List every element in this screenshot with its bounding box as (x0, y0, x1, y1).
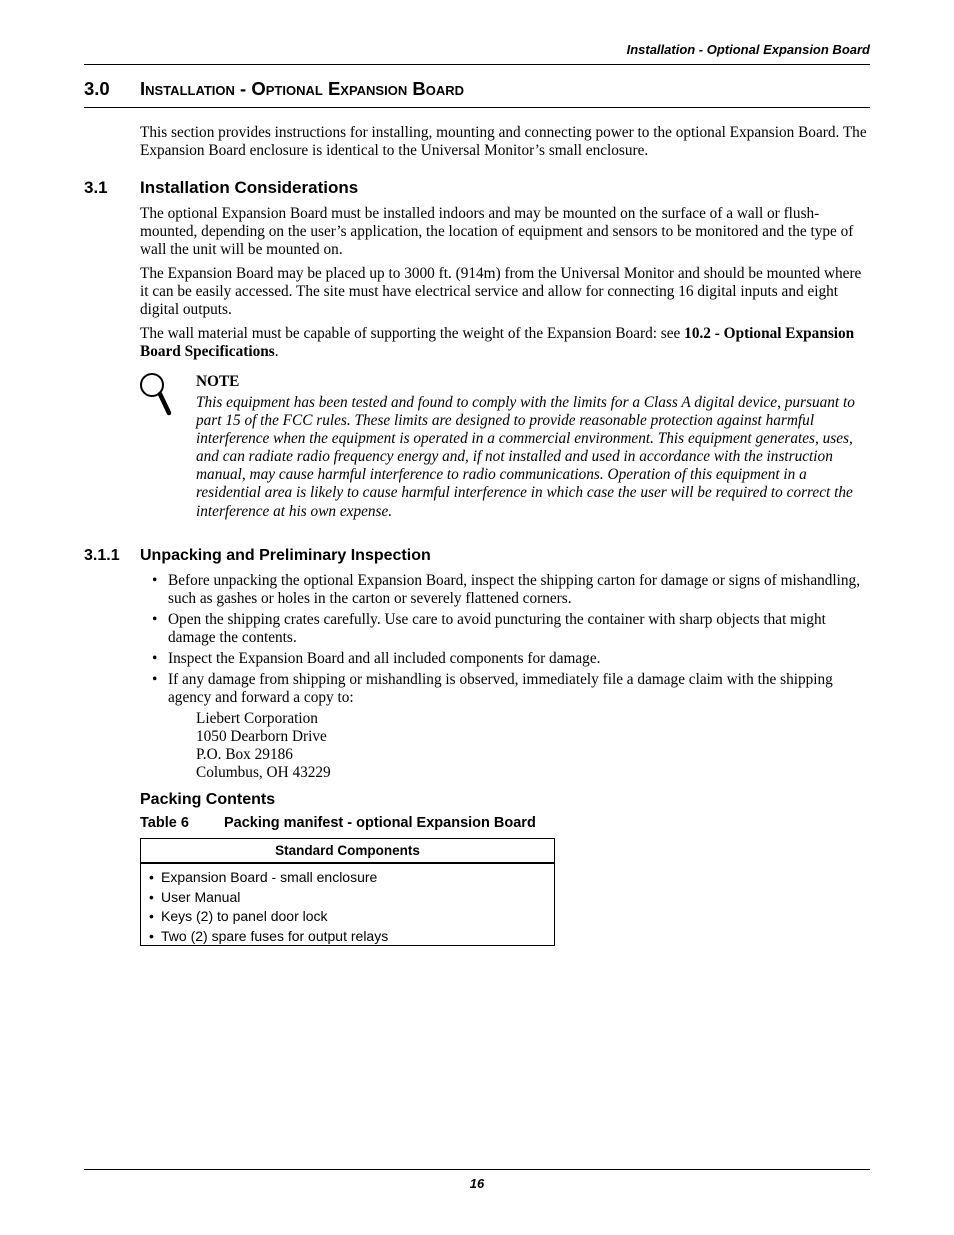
running-header: Installation - Optional Expansion Board (626, 42, 870, 57)
address-line: 1050 Dearborn Drive (196, 728, 327, 746)
list-item-text: If any damage from shipping or mishandling is observed, immediately file a damage claim with the shipping agency and forward a copy to: (168, 670, 833, 706)
table-row (149, 907, 554, 927)
header-rule (84, 64, 870, 65)
table-caption (140, 815, 536, 831)
address-line: Liebert Corporation (196, 710, 318, 727)
address-block (196, 710, 331, 782)
list-item-text: Inspect the Expansion Board and all included components for damage. (168, 650, 601, 667)
bullet: • (152, 670, 158, 688)
footer-rule (84, 1169, 870, 1170)
component-text: User Manual (161, 888, 241, 905)
subsection-number: 3.1 (84, 178, 108, 197)
list-item (150, 572, 870, 608)
table-label: Table 6 (140, 815, 189, 831)
bullet: • (149, 927, 154, 944)
component-text: Two (2) spare fuses for output relays (161, 927, 389, 944)
list-item (150, 671, 870, 707)
considerations-paragraph-2: The Expansion Board may be placed up to 3000 ft. (914m) from the Universal Monitor and should be mounted where it can be easily accessed. The site must have electrical service and allow for connecting 16 digital inputs and eight digital outputs. (140, 265, 862, 319)
subsection-title: Installation Considerations (140, 178, 359, 197)
note-title: NOTE (196, 373, 240, 390)
table-row (149, 868, 554, 888)
spec-reference-link[interactable]: 10.2 - Optional Expansion Board Specifications (140, 325, 855, 361)
paragraph-text: The wall material must be capable of supporting the weight of the Expansion Board: see (140, 325, 685, 342)
component-list (141, 864, 554, 946)
section-intro: This section provides instructions for installing, mounting and connecting power to the optional Expansion Board. The Expansion Board enclosure is identical to the Universal Monitor’s small enclosure. (140, 124, 867, 160)
subsection-heading (84, 178, 358, 198)
component-text: Expansion Board - small enclosure (161, 869, 378, 885)
bullet: • (152, 611, 158, 628)
bullet: • (149, 888, 154, 905)
section-heading (84, 78, 464, 100)
packing-heading: Packing Contents (140, 791, 276, 808)
list-item (150, 650, 870, 668)
note-body: This equipment has been tested and found to comply with the limits for a Class A digital device, pursuant to part 15 of the FCC rules. These limits are designed to provide reasonable protection against harmful interference when the equipment is operated in a commercial environment. This equipment generates, uses, and can radiate radio frequency energy and, if not installed and used in accordance with the instruction manual, may cause harmful interference to radio communications. Operation of this equipment in a residential area is likely to cause harmful interference in which case the user will be required to correct the interference at his own expense. (196, 394, 855, 520)
table-row (149, 888, 554, 908)
subsubsection-title: Unpacking and Preliminary Inspection (140, 547, 431, 564)
section-number: 3.0 (84, 78, 110, 99)
list-item-text: Open the shipping crates carefully. Use care to avoid puncturing the container with sharp objects that might damage the contents. (168, 611, 826, 647)
considerations-paragraph-1: The optional Expansion Board must be installed indoors and may be mounted on the surface of a wall or flush-mounted, depending on the user’s application, the location of equipment and sensors to be monitored and the type of wall the unit will be mounted on. (140, 205, 854, 259)
bullet: • (149, 908, 154, 924)
page-number: 16 (469, 1176, 485, 1191)
section-title: Installation - Optional Expansion Board (140, 78, 464, 99)
bullet: • (152, 650, 158, 667)
table-row (149, 927, 554, 947)
address-line: P.O. Box 29186 (196, 746, 293, 764)
paragraph-end: . (274, 343, 279, 361)
table-header: Standard Components (141, 839, 554, 864)
address-line: Columbus, OH 43229 (196, 764, 331, 782)
packing-table (140, 838, 555, 946)
bullet: • (152, 572, 158, 589)
subsubsection-number: 3.1.1 (84, 547, 120, 564)
bullet: • (149, 869, 154, 885)
subsubsection-heading (84, 547, 431, 565)
list-item-text: Before unpacking the optional Expansion Board, inspect the shipping carton for damage or signs of mishandling, such as gashes or holes in the carton or severely flattened corners. (168, 572, 861, 608)
magnifier-icon (138, 372, 174, 416)
considerations-paragraph-3 (140, 325, 870, 361)
table-title: Packing manifest - optional Expansion Board (224, 815, 536, 831)
component-text: Keys (2) to panel door lock (161, 908, 328, 924)
inspection-list (150, 572, 870, 710)
list-item (150, 611, 870, 647)
section-rule (84, 107, 870, 108)
